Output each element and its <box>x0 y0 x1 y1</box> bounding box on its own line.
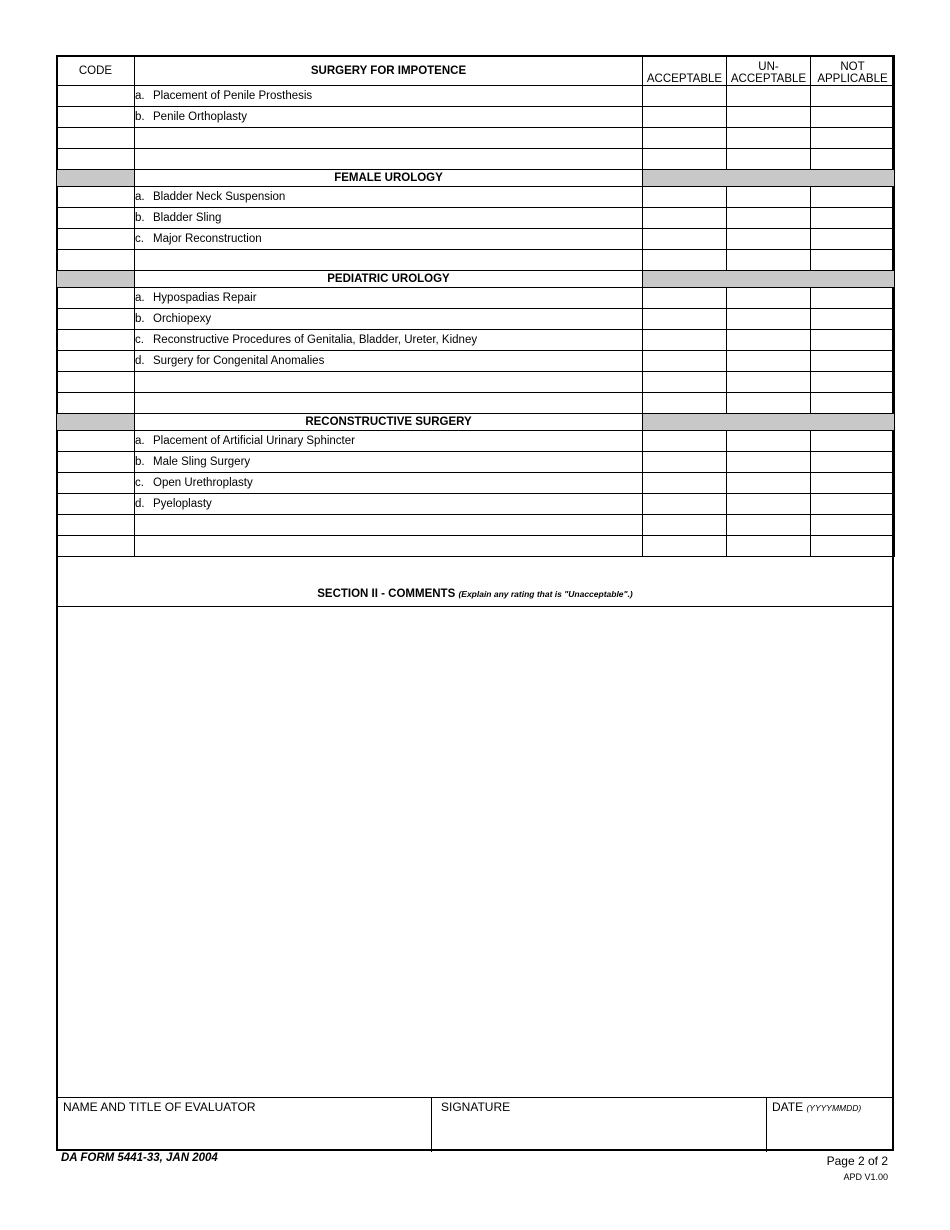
shaded-cell <box>643 414 895 431</box>
acceptable-cell[interactable] <box>643 107 727 128</box>
acceptable-cell[interactable] <box>643 473 727 494</box>
item-label: b. Bladder Sling <box>135 208 643 229</box>
item-label: b. Male Sling Surgery <box>135 452 643 473</box>
acceptable-cell[interactable] <box>643 515 727 536</box>
acceptable-cell[interactable] <box>643 372 727 393</box>
shaded-cell <box>643 170 895 187</box>
acceptable-cell[interactable] <box>643 208 727 229</box>
code-column-header: CODE <box>57 56 135 86</box>
item-label: b. Penile Orthoplasty <box>135 107 643 128</box>
evaluator-name-label: NAME AND TITLE OF EVALUATOR <box>63 1100 256 1114</box>
code-cell[interactable] <box>57 515 135 536</box>
form-number: DA FORM 5441-33, JAN 2004 <box>61 1152 218 1164</box>
shaded-cell <box>643 271 895 288</box>
code-cell[interactable] <box>57 351 135 372</box>
not-applicable-cell[interactable] <box>811 86 895 107</box>
acceptable-cell[interactable] <box>643 330 727 351</box>
shaded-cell <box>57 271 135 288</box>
unacceptable-cell[interactable] <box>727 208 811 229</box>
unacceptable-cell[interactable] <box>727 128 811 149</box>
blank-item-cell[interactable] <box>135 372 643 393</box>
unacceptable-cell[interactable] <box>727 393 811 414</box>
not-applicable-cell[interactable] <box>811 515 895 536</box>
code-cell[interactable] <box>57 536 135 557</box>
apd-version: APD V1.00 <box>843 1172 888 1182</box>
not-applicable-cell[interactable] <box>811 309 895 330</box>
shaded-cell <box>57 170 135 187</box>
date-field[interactable] <box>767 1098 892 1152</box>
item-label: a. Hypospadias Repair <box>135 288 643 309</box>
unacceptable-cell[interactable] <box>727 431 811 452</box>
acceptable-cell[interactable] <box>643 86 727 107</box>
code-cell[interactable] <box>57 288 135 309</box>
unacceptable-cell[interactable] <box>727 372 811 393</box>
date-label: DATE <box>772 1100 804 1114</box>
not-applicable-cell[interactable] <box>811 431 895 452</box>
section-title: SURGERY FOR IMPOTENCE <box>135 56 643 86</box>
acceptable-cell[interactable] <box>643 536 727 557</box>
not-applicable-cell[interactable] <box>811 149 895 170</box>
code-cell[interactable] <box>57 494 135 515</box>
not-applicable-cell[interactable] <box>811 187 895 208</box>
acceptable-cell[interactable] <box>643 309 727 330</box>
comments-section-title: SECTION II - COMMENTS (Explain any rating that is "Unacceptable".) <box>58 582 892 607</box>
not-applicable-cell[interactable] <box>811 208 895 229</box>
unacceptable-cell[interactable] <box>727 351 811 372</box>
unacceptable-column-header: UN- ACCEPTABLE <box>727 56 811 86</box>
acceptable-column-header: ACCEPTABLE <box>643 56 727 86</box>
comments-note: (Explain any rating that is "Unacceptable".) <box>458 589 633 599</box>
code-cell[interactable] <box>57 128 135 149</box>
not-applicable-cell[interactable] <box>811 229 895 250</box>
evaluation-form <box>56 55 894 1151</box>
not-applicable-cell[interactable] <box>811 372 895 393</box>
unacceptable-cell[interactable] <box>727 187 811 208</box>
signature-field[interactable] <box>436 1098 767 1152</box>
evaluator-name-field[interactable] <box>58 1098 432 1152</box>
code-cell[interactable] <box>57 86 135 107</box>
reconstructive-surgery-header: RECONSTRUCTIVE SURGERY <box>135 414 643 431</box>
code-cell[interactable] <box>57 330 135 351</box>
unacceptable-cell[interactable] <box>727 149 811 170</box>
acceptable-cell[interactable] <box>643 393 727 414</box>
code-cell[interactable] <box>57 372 135 393</box>
date-format-hint: (YYYYMMDD) <box>806 1103 862 1113</box>
item-label: c. Open Urethroplasty <box>135 473 643 494</box>
acceptable-cell[interactable] <box>643 494 727 515</box>
not-applicable-cell[interactable] <box>811 107 895 128</box>
blank-item-cell[interactable] <box>135 515 643 536</box>
item-label: c. Major Reconstruction <box>135 229 643 250</box>
not-applicable-cell[interactable] <box>811 452 895 473</box>
code-cell[interactable] <box>57 149 135 170</box>
female-urology-header: FEMALE UROLOGY <box>135 170 643 187</box>
code-cell[interactable] <box>57 309 135 330</box>
unacceptable-cell[interactable] <box>727 250 811 271</box>
unacceptable-cell[interactable] <box>727 515 811 536</box>
pediatric-urology-header: PEDIATRIC UROLOGY <box>135 271 643 288</box>
code-cell[interactable] <box>57 431 135 452</box>
not-applicable-cell[interactable] <box>811 250 895 271</box>
not-applicable-cell[interactable] <box>811 351 895 372</box>
not-applicable-cell[interactable] <box>811 473 895 494</box>
unacceptable-cell[interactable] <box>727 494 811 515</box>
code-cell[interactable] <box>57 187 135 208</box>
page-number: Page 2 of 2 <box>826 1154 888 1168</box>
acceptable-cell[interactable] <box>643 288 727 309</box>
acceptable-cell[interactable] <box>643 351 727 372</box>
unacceptable-cell[interactable] <box>727 452 811 473</box>
acceptable-cell[interactable] <box>643 250 727 271</box>
acceptable-cell[interactable] <box>643 229 727 250</box>
comments-text-area[interactable] <box>58 607 892 1097</box>
unacceptable-cell[interactable] <box>727 536 811 557</box>
code-cell[interactable] <box>57 250 135 271</box>
not-applicable-cell[interactable] <box>811 330 895 351</box>
item-label: c. Reconstructive Procedures of Genitalia, Bladder, Ureter, Kidney <box>135 330 643 351</box>
unacceptable-cell[interactable] <box>727 330 811 351</box>
not-applicable-cell[interactable] <box>811 128 895 149</box>
not-applicable-column-header: NOT APPLICABLE <box>811 56 895 86</box>
blank-item-cell[interactable] <box>135 149 643 170</box>
unacceptable-cell[interactable] <box>727 473 811 494</box>
not-applicable-cell[interactable] <box>811 536 895 557</box>
item-label: a. Bladder Neck Suspension <box>135 187 643 208</box>
blank-item-cell[interactable] <box>135 250 643 271</box>
code-cell[interactable] <box>57 393 135 414</box>
unacceptable-cell[interactable] <box>727 107 811 128</box>
shaded-cell <box>57 414 135 431</box>
item-label: b. Orchiopexy <box>135 309 643 330</box>
unacceptable-cell[interactable] <box>727 229 811 250</box>
acceptable-cell[interactable] <box>643 452 727 473</box>
code-cell[interactable] <box>57 208 135 229</box>
blank-item-cell[interactable] <box>135 393 643 414</box>
code-cell[interactable] <box>57 229 135 250</box>
blank-item-cell[interactable] <box>135 536 643 557</box>
unacceptable-cell[interactable] <box>727 86 811 107</box>
not-applicable-cell[interactable] <box>811 288 895 309</box>
blank-item-cell[interactable] <box>135 128 643 149</box>
item-label: d. Surgery for Congenital Anomalies <box>135 351 643 372</box>
unacceptable-cell[interactable] <box>727 309 811 330</box>
not-applicable-cell[interactable] <box>811 393 895 414</box>
code-cell[interactable] <box>57 473 135 494</box>
signature-row <box>58 1097 892 1152</box>
rating-table <box>56 55 895 557</box>
item-label: a. Placement of Penile Prosthesis <box>135 86 643 107</box>
acceptable-cell[interactable] <box>643 128 727 149</box>
not-applicable-cell[interactable] <box>811 494 895 515</box>
acceptable-cell[interactable] <box>643 187 727 208</box>
unacceptable-cell[interactable] <box>727 288 811 309</box>
acceptable-cell[interactable] <box>643 149 727 170</box>
acceptable-cell[interactable] <box>643 431 727 452</box>
code-cell[interactable] <box>57 452 135 473</box>
signature-label: SIGNATURE <box>441 1100 511 1114</box>
item-label: a. Placement of Artificial Urinary Sphincter <box>135 431 643 452</box>
item-label: d. Pyeloplasty <box>135 494 643 515</box>
code-cell[interactable] <box>57 107 135 128</box>
